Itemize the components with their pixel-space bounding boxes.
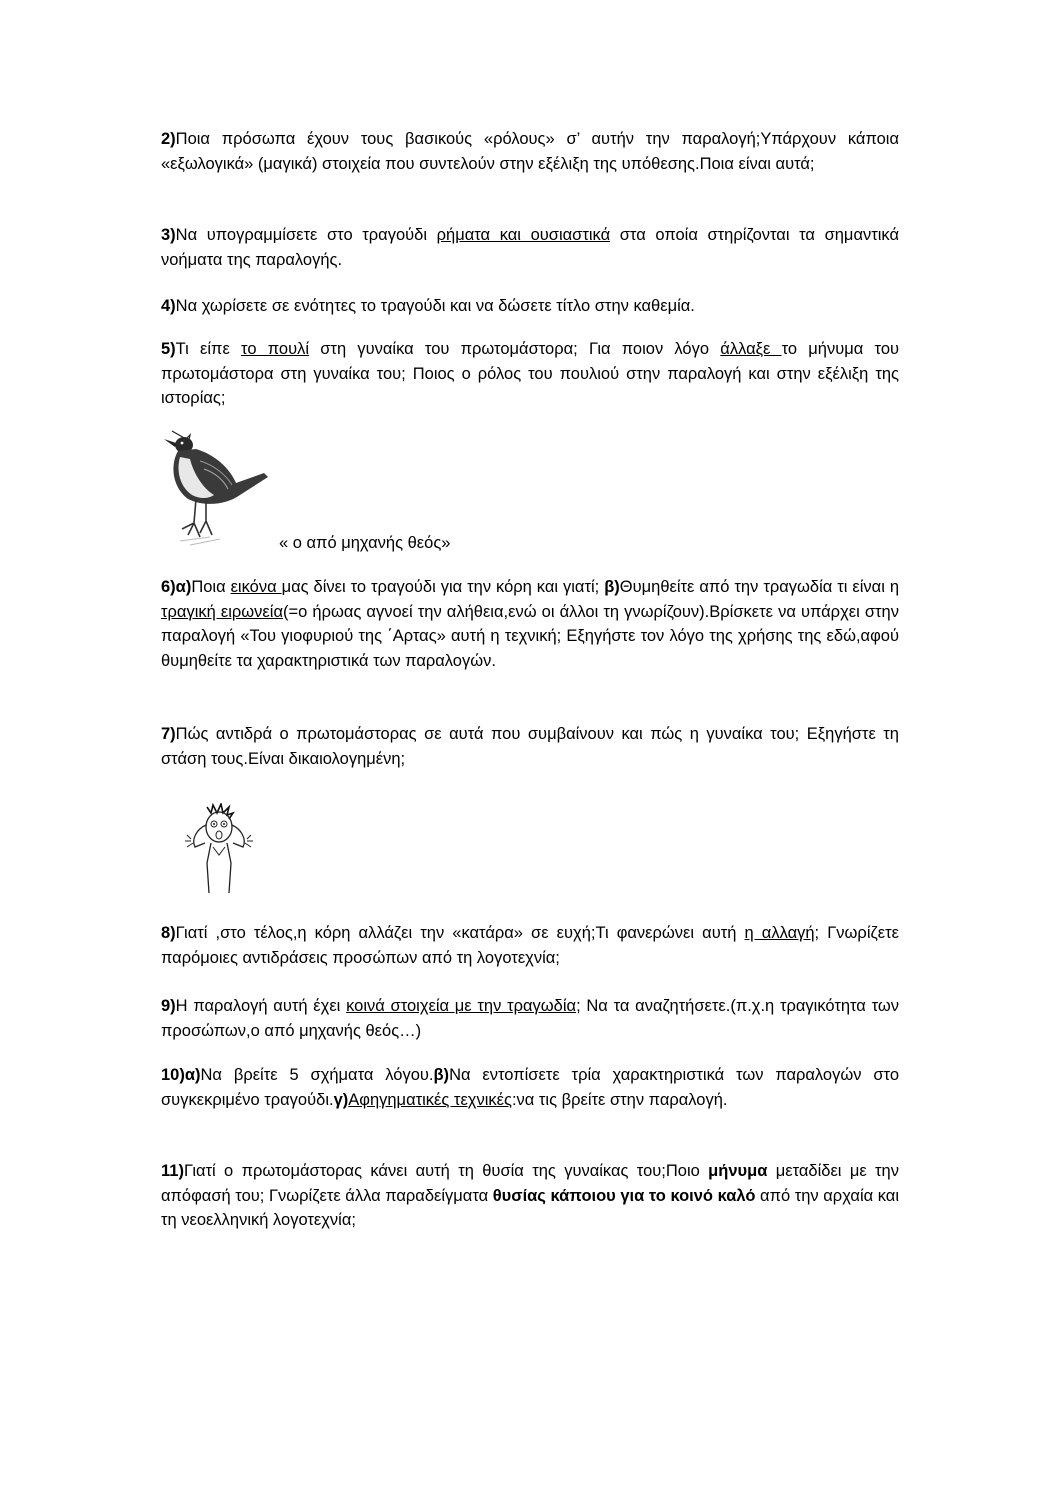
bird-caption: « ο από μηχανής θεός» [279, 534, 451, 552]
question-text: μας δίνει το τραγούδι για την κόρη και γιατί; [281, 578, 605, 596]
bold-text: θυσίας κάποιου για το κοινό καλό [492, 1186, 756, 1205]
question-5 [161, 337, 899, 411]
question-4 [161, 294, 899, 319]
underlined-text: τραγική ειρωνεία [161, 602, 283, 621]
bold-text: β) [433, 1066, 450, 1084]
underlined-text: κοινά στοιχεία με την τραγωδία [346, 997, 577, 1015]
question-text: Γιατί ο πρωτομάστορας κάνει αυτή τη θυσία της γυναίκας του;Ποιο [183, 1162, 709, 1180]
shocked-man-illustration [183, 803, 255, 895]
question-number: 3) [161, 226, 176, 244]
question-8 [161, 921, 899, 970]
question-9 [161, 994, 899, 1043]
underlined-text: ρήματα και ουσιαστικά [436, 226, 611, 244]
question-number: 11) [161, 1162, 184, 1180]
question-2 [161, 127, 899, 176]
underlined-text: Αφηγηματικές τεχνικές [348, 1090, 512, 1109]
underlined-text: άλλαξε [720, 340, 782, 358]
question-text: ; Να τα αναζητήσετε.(π.χ.η τραγικότητα των προσώπων,ο από μηχανής θεός…) [161, 997, 899, 1040]
question-text: στη γυναίκα του πρωτομάστορα; Για ποιον λόγο [309, 340, 721, 358]
question-number: 6)α) [161, 578, 192, 596]
question-number: 9) [161, 997, 176, 1015]
question-text: το μήνυμα του πρωτομάστορα στη γυναίκα του; Ποιος ο ρόλος του πουλιού στην παραλογή και στην εξέλιξη της ιστορίας; [161, 340, 900, 407]
question-7 [161, 722, 899, 771]
question-text: Να υπογραμμίσετε στο τραγούδι [175, 226, 437, 244]
question-number: 5) [161, 340, 176, 358]
underlined-text: το πουλί [241, 340, 310, 358]
question-text: Τι είπε [175, 340, 242, 358]
question-text: Θυμηθείτε από την τραγωδία τι είναι η [619, 578, 899, 596]
question-number: 7) [161, 725, 176, 743]
question-6 [161, 575, 899, 673]
question-text: στα οποία στηρίζονται τα σημαντικά νοήματα της παραλογής. [161, 226, 900, 269]
question-text: Να εντοπίσετε τρία χαρακτηριστικά των παραλογών στο συγκεκριμένο τραγούδι. [161, 1066, 900, 1109]
question-3 [161, 223, 899, 272]
question-text: :να τις βρείτε στην παραλογή. [511, 1090, 728, 1109]
question-number: 8) [161, 924, 176, 942]
bold-text: γ) [333, 1090, 349, 1109]
underlined-text: εικόνα [230, 578, 282, 596]
question-11 [161, 1159, 899, 1233]
bold-text: β) [604, 578, 620, 596]
question-text: Να χωρίσετε σε ενότητες το τραγούδι και να δώσετε τίτλο στην καθεμία. [175, 297, 695, 315]
question-text: Ποια πρόσωπα έχουν τους βασικούς «ρόλους» σ’ αυτήν την παραλογή;Υπάρχουν κάποια «εξωλογικά» (μαγικά) στοιχεία που συντελούν στην εξέλιξη της υπόθεσης.Ποια είναι αυτά; [161, 130, 899, 173]
question-text: Πώς αντιδρά ο πρωτομάστορας σε αυτά που συμβαίνουν και πώς η γυναίκα του; Εξηγήστε τη στάση τους.Είναι δικαιολογημένη; [161, 725, 899, 768]
question-text: (=ο ήρωας αγνοεί την αλήθεια,ενώ οι άλλοι τη γνωρίζουν).Βρίσκετε να υπάρχει στην παραλογή «Του γιοφυριού της ΄Αρτας» αυτή η τεχνική; Εξηγήστε τον λόγο της χρήσης της εδώ,αφού θυμηθείτε τα χαρακτηριστικά των παραλογών. [161, 602, 899, 670]
question-text: Γνωρίζετε παρόμοιες αντιδράσεις προσώπων από τη λογοτεχνία; [161, 924, 899, 967]
underlined-text: η αλλαγή; [744, 924, 820, 942]
question-number: 2) [161, 130, 176, 148]
question-number: 4) [161, 297, 176, 315]
question-text: Να βρείτε 5 σχήματα λόγου. [200, 1066, 434, 1084]
question-10 [161, 1063, 899, 1112]
question-text: Γιατί ,στο τέλος,η κόρη αλλάζει την «κατάρα» σε ευχή;Τι φανερώνει αυτή [175, 924, 745, 942]
bold-text: μήνυμα [708, 1162, 768, 1180]
question-text: μεταδίδει με την απόφασή του; Γνωρίζετε άλλα παραδείγματα [161, 1162, 899, 1205]
question-number: 10)α) [161, 1066, 201, 1084]
question-text: Η παραλογή αυτή έχει [175, 997, 347, 1015]
question-text: από την αρχαία και τη νεοελληνική λογοτεχνία; [161, 1186, 899, 1229]
question-text: Ποια [191, 578, 231, 596]
bird-illustration [160, 425, 272, 555]
